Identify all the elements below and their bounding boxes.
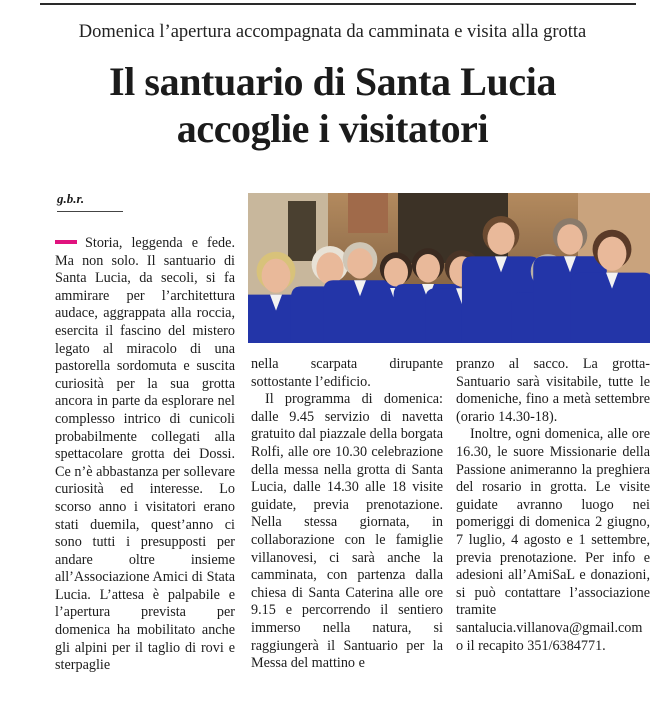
body-paragraph: Il programma di domenica: dalle 9.45 servizio di navetta gratuito dal piazzale della borgata Rolfi, alle ore 10.30 celebrazione della messa nella grotta di Santa Lucia, dalle 14.30 alle 18 visite guidate, previa prenotazione. Nella stessa giornata, in collaborazione con le famiglie villanovesi, ci sarà anche la camminata, con partenza dalla chiesa di Santa Caterina alle ore 9.15 e percorrendo il sentiero immerso nella natura, si raggiungerà il Santuario per la Messa del mattino e bbox=[251, 391, 443, 672]
byline: g.b.r. bbox=[57, 191, 85, 206]
volunteer-face bbox=[416, 254, 440, 283]
body-paragraph: Storia, leggenda e fede. Ma non solo. Il santuario di Santa Lucia, da secoli, si fa ammirare per l’architettura audace, aggrappata alla roccia, esercita il fascino del mistero legato al miracolo di una pastorella sordomuta e suscita curiosità per la sua grotta ancora in parte da esplorare nel complesso intrico di cunicoli probabilmente collegati alla spettacolare grotta dei Dossi. Ce n’è abbastanza per sollevare curiosità ed interesse. Lo scorso anno i visitatori erano stati duemila, quest’anno ci sono tutti i presupposti per andare oltre insieme all’Associazione Amici di Stata Lucia. L’attesa è palpabile e l’apertura prevista per domenica ha mobilitato anche gli alpini per il taglio di rovi e sterpaglie bbox=[55, 235, 235, 674]
volunteer-face bbox=[316, 252, 343, 284]
headline-line-1: Il santuario di Santa Lucia bbox=[108, 59, 557, 104]
article-kicker: Domenica l’apertura accompagnata da camminata e visita alla grotta bbox=[78, 22, 587, 42]
body-column-1 bbox=[55, 235, 235, 675]
section-marker bbox=[55, 240, 77, 244]
body-paragraph: nella scarpata dirupante sottostante l’edificio. bbox=[251, 356, 443, 390]
article-headline bbox=[0, 58, 665, 152]
group-photo bbox=[248, 193, 650, 343]
body-column-3 bbox=[456, 356, 650, 655]
byline-rule bbox=[57, 211, 123, 212]
headline-line-2: accoglie i visitatori bbox=[176, 106, 489, 151]
volunteer-face bbox=[384, 258, 408, 287]
volunteer-face bbox=[598, 237, 627, 271]
body-paragraph: Inoltre, ogni domenica, alle ore 16.30, le suore Missionarie della Passione animeranno la preghiera del rosario in grotta. Le visite guidate avranno luogo nei pomeriggi di domenica 2 giugno, 7 luglio, 4 agosto e 1 settembre, previa prenotazione. Per info e adesioni all’AmiSaL e donazioni, si può contattare l’associazione tramite santalucia.villanova@gmail.com o il recapito 351/6384771. bbox=[456, 426, 650, 654]
body-column-2 bbox=[251, 356, 443, 673]
volunteer-face bbox=[557, 224, 583, 254]
body-paragraph: pranzo al sacco. La grotta-Santuario sarà visitabile, tutte le domeniche, fino a metà settembre (orario 14.30-18). bbox=[456, 356, 650, 425]
volunteer-face bbox=[347, 248, 373, 278]
group-photo-illustration bbox=[248, 193, 650, 343]
volunteer-face bbox=[262, 259, 291, 293]
top-rule bbox=[40, 3, 636, 5]
volunteer-face bbox=[487, 222, 514, 254]
